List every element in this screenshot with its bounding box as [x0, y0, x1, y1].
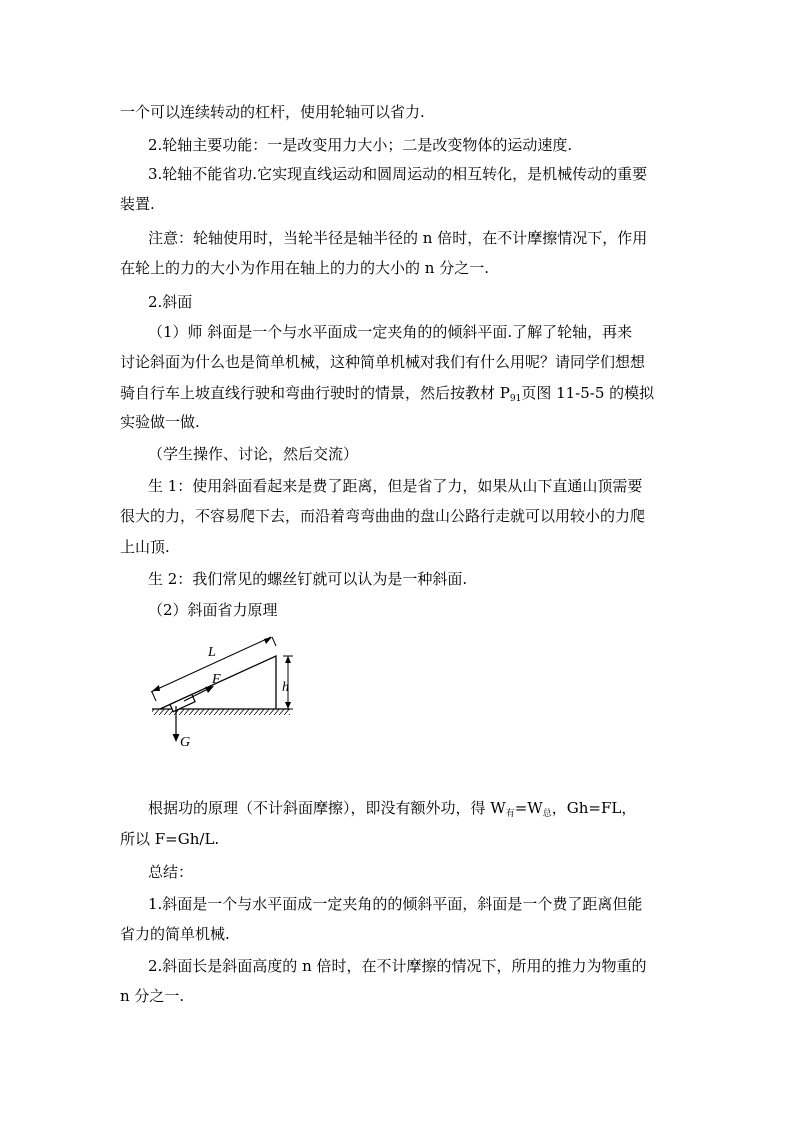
label-L: L: [208, 645, 216, 660]
paragraph-line: 注意：轮轴使用时，当轮半径是轴半径的 n 倍时，在不计摩擦情况下，作用: [148, 229, 648, 247]
force-G-arrowhead: [173, 734, 180, 742]
subscript: 91: [509, 394, 522, 404]
dimension-arrowhead: [285, 702, 291, 709]
subscript: 总: [542, 809, 552, 819]
paragraph-line: 省力的简单机械.: [120, 925, 230, 943]
subscript: 有: [505, 809, 515, 819]
dimension-arrowhead: [285, 656, 291, 663]
section-heading: 2.斜面: [148, 293, 193, 311]
formula-line: 所以 F=Gh/L.: [120, 830, 220, 848]
inclined-plane-figure: [150, 636, 300, 751]
dimension-arrowhead: [152, 685, 160, 691]
paragraph-line: 生 2：我们常见的螺丝钉就可以认为是一种斜面.: [148, 570, 468, 588]
paragraph-line: n 分之一.: [120, 987, 185, 1005]
text-run: =W: [514, 799, 543, 817]
paragraph-line: 2.斜面长是斜面高度的 n 倍时，在不计摩擦的情况下，所用的推力为物重的: [148, 957, 647, 975]
label-F: F: [212, 672, 221, 687]
force-F-arrowhead: [205, 686, 214, 693]
paragraph-line: 实验做一做.: [120, 413, 200, 431]
paragraph-line: 装置.: [120, 195, 155, 213]
text-run: 根据功的原理（不计斜面摩擦），即没有额外功，得 W: [148, 799, 506, 817]
label-h: h: [282, 680, 289, 695]
paragraph-line: 生 1：使用斜面看起来是费了距离，但是省了力，如果从山下直通山顶需要: [148, 477, 643, 495]
paragraph-line: 上山顶.: [120, 538, 170, 556]
force-F-arrow: [184, 688, 210, 701]
text-run: 页图 11-5-5 的模拟: [521, 384, 655, 402]
label-G: G: [180, 735, 191, 750]
paragraph-line: 讨论斜面为什么也是简单机械，这种简单机械对我们有什么用呢？请同学们想想: [120, 353, 646, 371]
paragraph-line: （1）师 斜面是一个与水平面成一定夹角的的倾斜平面.了解了轮轴，再来: [148, 323, 633, 341]
paragraph-line: 一个可以连续转动的杠杆，使用轮轴可以省力.: [120, 103, 425, 121]
paragraph-line: 2.轮轴主要功能：一是改变用力大小；二是改变物体的运动速度.: [148, 136, 573, 154]
paragraph-line: [120, 383, 680, 409]
text-run: ，Gh=FL，: [551, 799, 637, 817]
formula-line: [148, 798, 708, 824]
dimension-arrowhead: [264, 637, 272, 644]
paragraph-line: （学生操作、讨论，然后交流）: [148, 445, 359, 463]
dimension-tick: [272, 637, 276, 646]
dimension-tick: [152, 692, 156, 701]
paragraph-line: 很大的力，不容易爬下去，而沿着弯弯曲曲的盘山公路行走就可以用较小的力爬: [120, 507, 646, 525]
paragraph-line: 在轮上的力的大小为作用在轴上的力的大小的 n 分之一.: [120, 259, 489, 277]
paragraph-line: 3.轮轴不能省功.它实现直线运动和圆周运动的相互转化，是机械传动的重要: [148, 165, 648, 183]
text-run: 骑自行车上坡直线行驶和弯曲行驶时的情景，然后按教材 P: [120, 384, 510, 402]
summary-heading: 总结：: [148, 863, 194, 881]
inclined-plane-diagram: [150, 636, 300, 751]
paragraph-line: 1.斜面是一个与水平面成一定夹角的的倾斜平面，斜面是一个费了距离但能: [148, 895, 643, 913]
section-heading: （2）斜面省力原理: [148, 601, 278, 619]
